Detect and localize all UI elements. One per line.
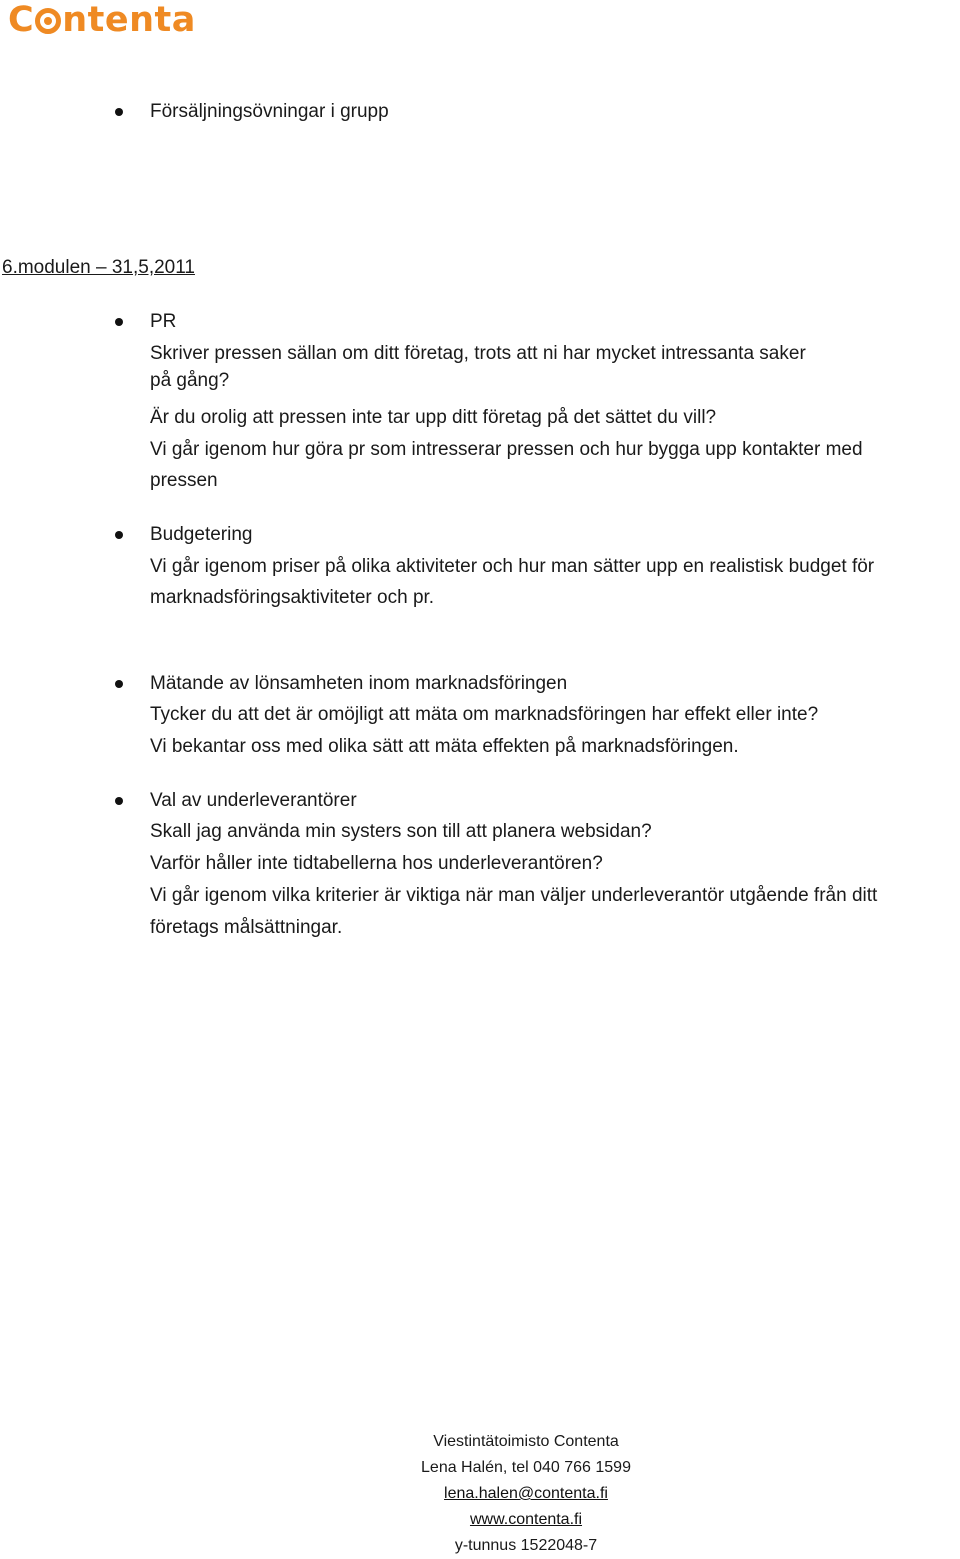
bullet-icon [115,797,123,805]
section-text-line: Skriver pressen sällan om ditt företag, trots att ni har mycket intressanta saker [150,343,806,364]
bullet-icon [115,318,123,326]
logo-circle-icon [35,8,61,34]
section-title-budget: Budgetering [150,524,253,545]
footer-business-id: y-tunnus 1522048-7 [454,1537,598,1554]
section-title-measure: Mätande av lönsamheten inom marknadsföringen [150,673,568,694]
section-title-pr: PR [150,311,177,332]
contenta-logo [8,0,196,40]
section-text-line: marknadsföringsaktiviteter och pr. [150,587,435,608]
intro-item: Försäljningsövningar i grupp [150,101,389,122]
section-text-line: Varför håller inte tidtabellerna hos underleverantören? [150,853,603,874]
section-text-line: på gång? [150,370,230,391]
section-text-line: företags målsättningar. [150,917,343,938]
section-text-line: Vi bekantar oss med olika sätt att mäta effekten på marknadsföringen. [150,736,739,757]
bullet-icon [115,680,123,688]
section-text-line: Är du orolig att pressen inte tar upp ditt företag på det sättet du vill? [150,407,717,428]
footer-email [0,1481,960,1507]
footer-contact: Lena Halén, tel 040 766 1599 [421,1459,631,1476]
section-text-line: Skall jag använda min systers son till att planera websidan? [150,821,652,842]
module-heading: 6.modulen – 31,5,2011 [2,257,195,278]
website-link[interactable]: www.contenta.fi [469,1511,583,1528]
logo-wordmark: ntenta [62,0,196,40]
section-text-line: Vi går igenom vilka kriterier är viktiga när man väljer underleverantör utgående från ditt [150,885,878,906]
section-text-line: Vi går igenom priser på olika aktiviteter och hur man sätter upp en realistisk budget för [150,556,875,577]
section-text-line: Vi går igenom hur göra pr som intresserar pressen och hur bygga upp kontakter med [150,439,863,460]
section-title-suppliers: Val av underleverantörer [150,790,357,811]
footer-company: Viestintätoimisto Contenta [433,1433,619,1450]
email-link[interactable]: lena.halen@contenta.fi [444,1485,608,1502]
bullet-icon [115,531,123,539]
section-text-line: Tycker du att det är omöjligt att mäta om marknadsföringen har effekt eller inte? [150,704,819,725]
bullet-icon [115,108,123,116]
logo-letter-c: C [8,0,35,40]
footer-website [0,1507,960,1533]
section-text-line: pressen [150,470,218,491]
